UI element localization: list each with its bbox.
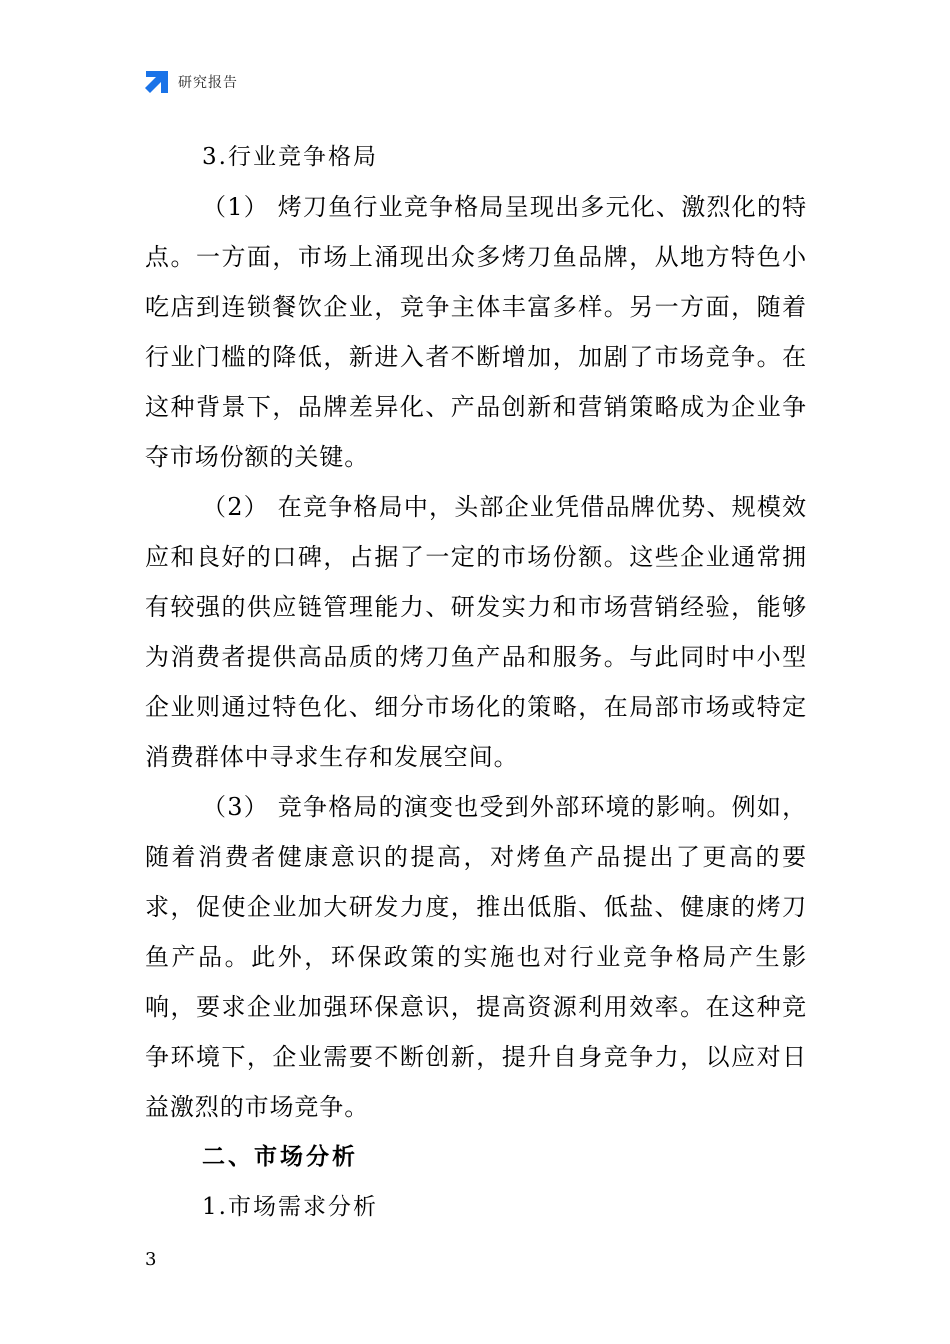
paragraph-2: （2） 在竞争格局中，头部企业凭借品牌优势、规模效应和良好的口碑，占据了一定的市场份额。这些企业通常拥有较强的供应链管理能力、研发实力和市场营销经验，能够为消费者提供高品质的烤刀鱼产品和服务。与此同时中小型企业则通过特色化、细分市场化的策略，在局部市场或特定消费群体中寻求生存和发展空间。 bbox=[145, 493, 807, 771]
paragraph-3: （3） 竞争格局的演变也受到外部环境的影响。例如，随着消费者健康意识的提高，对烤鱼产品提出了更高的要求，促使企业加大研发力度，推出低脂、低盐、健康的烤刀鱼产品。此外，环保政策的实施也对行业竞争格局产生影响，要求企业加强环保意识，提高资源利用效率。在这种竞争环境下，企业需要不断创新，提升自身竞争力，以应对日益激烈的市场竞争。 bbox=[145, 793, 807, 1121]
logo-arrow-icon bbox=[144, 69, 170, 95]
header-label: 研究报告 bbox=[178, 75, 238, 91]
section-title: 3.行业竞争格局 bbox=[202, 144, 378, 170]
page-header bbox=[144, 68, 238, 96]
paragraph-1: （1） 烤刀鱼行业竞争格局呈现出多元化、激烈化的特点。一方面，市场上涌现出众多烤刀鱼品牌，从地方特色小吃店到连锁餐饮企业，竞争主体丰富多样。另一方面，随着行业门槛的降低，新进入者不断增加，加剧了市场竞争。在这种背景下，品牌差异化、产品创新和营销策略成为企业争夺市场份额的关键。 bbox=[145, 193, 807, 471]
chapter-title: 二、市场分析 bbox=[202, 1144, 358, 1170]
page-number: 3 bbox=[145, 1249, 157, 1270]
subsection-title: 1.市场需求分析 bbox=[202, 1194, 378, 1220]
document-body bbox=[145, 132, 807, 1232]
